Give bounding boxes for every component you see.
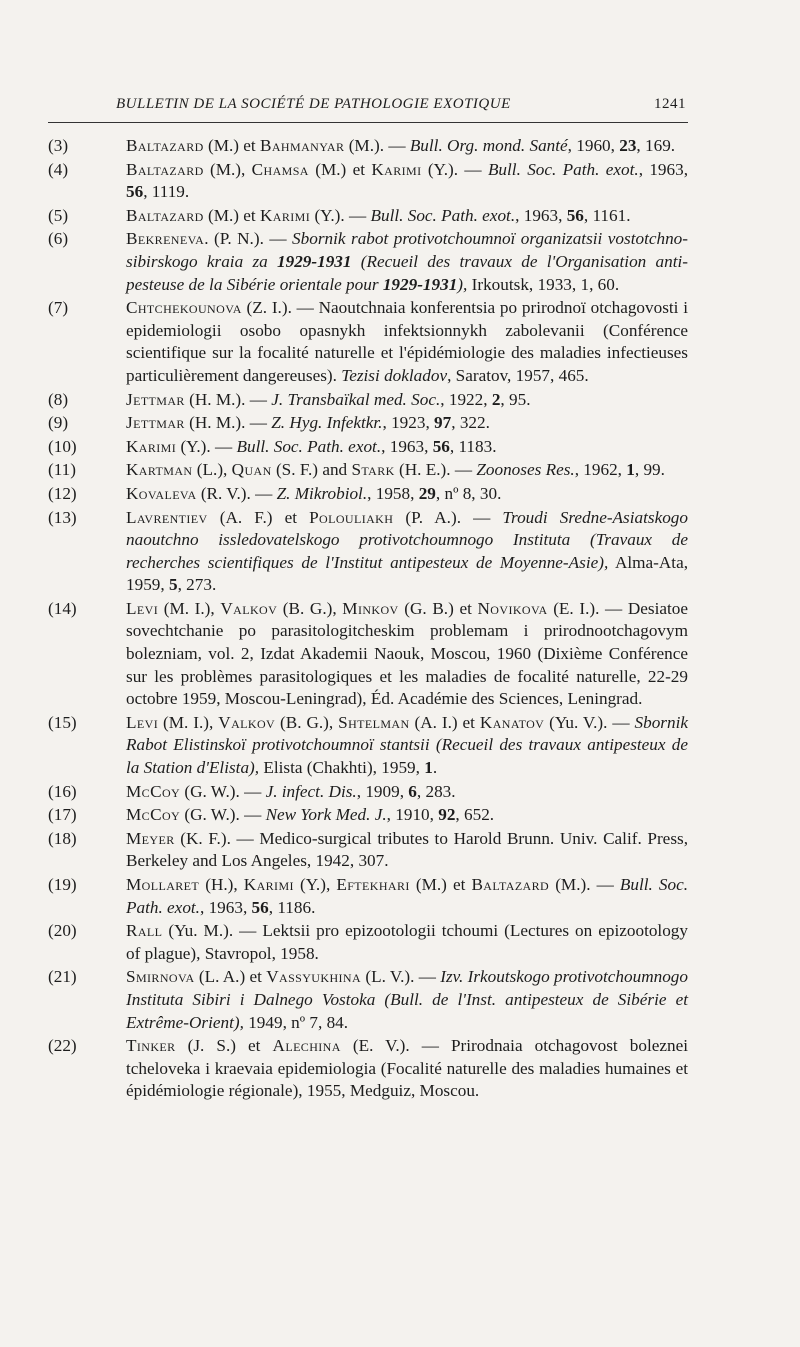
reference-text: Stark [351, 460, 395, 480]
reference-number: (19) [48, 875, 77, 894]
reference-text: , 1922, [440, 389, 492, 409]
reference-text: (R. V.). — [196, 483, 277, 503]
reference-text: Quan [231, 460, 272, 480]
reference-text: 97 [434, 413, 452, 433]
reference-text: Eftekhari [336, 875, 410, 894]
reference-entry [48, 966, 688, 1034]
reference-text: (Y.). — [310, 205, 371, 225]
reference-text: (Y.). — [176, 436, 237, 456]
reference-number: (9) [48, 413, 69, 433]
reference-number: (18) [48, 828, 77, 848]
reference-number: (21) [48, 967, 77, 987]
reference-text: Mollaret [126, 875, 200, 894]
reference-text: Levi [126, 598, 159, 618]
reference-entry [48, 205, 688, 228]
reference-entry [48, 228, 688, 296]
reference-text: Rall [126, 921, 163, 941]
reference-text: Meyer [126, 828, 175, 848]
reference-text: (M.), [203, 159, 252, 179]
reference-text: Shtelman [338, 712, 410, 732]
reference-text: Tezisi dokladov [341, 365, 448, 385]
reference-text: (G. W.). — [180, 781, 266, 801]
reference-text: (G. B.) et [398, 598, 478, 618]
reference-text: Bull. Soc. Path. exot. [370, 205, 516, 225]
reference-text: , 1962, [574, 460, 627, 480]
reference-text: 56 [566, 205, 584, 225]
reference-text: McCoy [126, 805, 181, 825]
reference-text: , 1963, [638, 159, 688, 179]
reference-number: (8) [48, 389, 69, 409]
reference-entry [48, 598, 688, 711]
reference-text: 56 [251, 897, 269, 917]
reference-text: (Z. I.). — Naoutchnaia konferentsia po prirodnoï otchagovosti i epidemiologii osobo opasnykh infektsionnykh zabolevanii (Conférence scientifique sur la focalité naturelle et l'épidémiologie des maladies infectieuses particulièrement dangereuses). [126, 298, 688, 385]
reference-number: (4) [48, 159, 69, 179]
reference-text: Baltazard [126, 136, 204, 155]
reference-text: Karimi [243, 875, 294, 894]
reference-text: Zoonoses Res. [476, 460, 575, 480]
reference-text: (A. F.) et [207, 507, 310, 527]
reference-text: Bull. Soc. Path. exot. [487, 159, 639, 179]
reference-text: Karimi [260, 205, 311, 225]
reference-text: 29 [418, 483, 436, 503]
reference-text: Z. Mikrobiol. [276, 483, 368, 503]
reference-number: (22) [48, 1036, 77, 1056]
reference-text: (E. V.). — Prirodnaia otchagovost boleznei tcheloveka i kraevaia epidemiologia (Focalité naturelle des maladies humaines et épidémiologie régionale), 1955, Medguiz, Moscou. [126, 1036, 688, 1101]
reference-text: (H. E.). — [394, 460, 477, 480]
reference-text: (L. A.) et [194, 967, 267, 987]
reference-text: Bekreneva [126, 229, 205, 249]
reference-text: Baltazard [126, 205, 204, 225]
reference-number: (14) [48, 598, 77, 618]
reference-text: (M. I.), [158, 598, 221, 618]
reference-text: Valkov [220, 598, 278, 618]
reference-text: , nº 8, 30. [435, 483, 502, 503]
reference-number: (13) [48, 507, 77, 527]
reference-text: (H.), [199, 875, 244, 894]
reference-text: Kovaleva [126, 483, 197, 503]
reference-text: Alma-Ata, 1959, [126, 552, 689, 595]
reference-text: (M.) et [409, 875, 472, 894]
reference-text: Vassyukhina [266, 967, 362, 987]
reference-text: Bull. Soc. Path. exot. [126, 875, 688, 917]
reference-text: , 273. [177, 575, 217, 595]
reference-text: , 1963, [381, 436, 433, 456]
reference-entry [48, 389, 688, 412]
reference-text: Karimi [371, 159, 422, 179]
reference-entry [48, 828, 688, 873]
reference-text: J. infect. Dis. [265, 781, 357, 801]
reference-number: (6) [48, 229, 69, 249]
reference-text: 56 [126, 182, 144, 202]
reference-text: (G. W.). — [180, 805, 266, 825]
reference-number: (12) [48, 483, 77, 503]
reference-text: , 1963, [199, 897, 252, 917]
running-header [116, 96, 686, 113]
reference-text: (H. M.). — [184, 413, 272, 433]
reference-text: (M.) et [308, 159, 372, 179]
reference-text: (L.), [192, 460, 232, 480]
reference-text: Novikova [477, 598, 548, 618]
reference-text: Troudi Sredne-Asiatskogo naoutchno issledovatelskogo protivotchoumnogo Instituta (Travaux de recherches scientifiques de l'Institut antipesteux de Moyenne-Asie), [126, 507, 688, 572]
reference-number: (3) [48, 136, 69, 155]
reference-text: , Saratov, 1957, 465. [447, 365, 589, 385]
reference-text: (J. S.) et [175, 1036, 273, 1056]
reference-entry [48, 507, 688, 597]
reference-text: , 1963, [515, 205, 567, 225]
reference-text: Baltazard [126, 159, 204, 179]
running-title: BULLETIN DE LA SOCIÉTÉ DE PATHOLOGIE EXOTIQUE [116, 96, 511, 112]
reference-text: (M.). — [549, 875, 620, 894]
reference-text: , 283. [416, 781, 456, 801]
reference-text: 92 [438, 805, 456, 825]
reference-text: . (P. N.). — [204, 229, 293, 249]
reference-number: (15) [48, 712, 77, 732]
reference-text: 2 [491, 389, 501, 409]
reference-list [48, 135, 688, 1104]
reference-text: 1929-1931 [382, 274, 458, 294]
reference-text: Izv. Irkoutskogo protivotchoumnogo Instituta Sibiri i Dalnego Vostoka (Bull. de l'Inst. antipesteux de Sibérie et Extrême-Orient), [126, 967, 688, 1032]
reference-text: , 99. [634, 460, 665, 480]
reference-text: , 1183. [449, 436, 497, 456]
reference-text: (Y.). — [421, 159, 488, 179]
reference-text: , 1119. [143, 182, 190, 202]
reference-text: Elista (Chakhti), 1959, [259, 758, 425, 778]
reference-text: ), [457, 274, 468, 294]
reference-text: . [432, 758, 438, 778]
reference-text: McCoy [126, 781, 181, 801]
reference-number: (7) [48, 298, 69, 318]
reference-text: 6 [408, 781, 417, 801]
reference-text: Chtchekounova [126, 298, 242, 318]
reference-text: , 1960, [567, 136, 620, 155]
reference-text: (K. F.). — Medico-surgical tributes to Harold Brunn. Univ. Calif. Press, Berkeley and Los Angeles, 1942, 307. [126, 828, 688, 871]
reference-text: , 1161. [583, 205, 631, 225]
reference-text: Sbornik rabot protivotchoumnoï organizatsii vostotchno-sibirskogo kraia za [126, 229, 688, 271]
reference-entry [48, 412, 688, 435]
reference-text: , 652. [455, 805, 495, 825]
reference-text: (Y.), [293, 875, 337, 894]
reference-text: Jettmar [126, 389, 185, 409]
reference-text: , 169. [636, 136, 676, 155]
reference-text: (M. I.), [158, 712, 219, 732]
reference-text: Karimi [126, 436, 177, 456]
reference-text: (A. I.) et [409, 712, 480, 732]
reference-entry [48, 712, 688, 780]
reference-entry [48, 781, 688, 804]
reference-text: (B. G.), [277, 598, 343, 618]
reference-entry [48, 135, 688, 158]
reference-text: , 1958, [367, 483, 419, 503]
reference-text: 1929-1931 [277, 251, 352, 271]
reference-number: (17) [48, 805, 77, 825]
reference-entry [48, 297, 688, 387]
reference-text: Polouliakh [309, 507, 394, 527]
reference-number: (16) [48, 781, 77, 801]
reference-text: (B. G.), [275, 712, 339, 732]
reference-text: 1949, nº 7, 84. [243, 1012, 349, 1032]
reference-text: (M.) et [203, 205, 260, 225]
reference-text: , 95. [500, 389, 531, 409]
reference-text: J. Transbaïkal med. Soc. [271, 389, 441, 409]
reference-text: 23 [619, 136, 637, 155]
reference-text: Smirnova [126, 967, 195, 987]
reference-text: , 1923, [382, 413, 435, 433]
reference-text: 1 [626, 460, 635, 480]
reference-text: Baltazard [471, 875, 550, 894]
reference-text: (P. A.). — [393, 507, 503, 527]
reference-text: (Yu. V.). — [544, 712, 635, 732]
reference-entry [48, 920, 688, 965]
reference-text: (S. F.) and [271, 460, 352, 480]
page-number: 1241 [654, 96, 686, 112]
reference-text: Valkov [218, 712, 276, 732]
reference-number: (10) [48, 436, 77, 456]
reference-entry [48, 436, 688, 459]
reference-text: , 1910, [386, 805, 439, 825]
reference-text: Bull. Org. mond. Santé [409, 136, 568, 155]
reference-text: Minkov [342, 598, 399, 618]
reference-text: Bahmanyar [260, 136, 345, 155]
reference-text: (H. M.). — [184, 389, 272, 409]
reference-entry [48, 483, 688, 506]
reference-number: (20) [48, 921, 77, 941]
reference-text: , 322. [451, 413, 490, 433]
reference-text: Irkoutsk, 1933, 1, 60. [467, 274, 620, 294]
reference-text: Kartman [126, 460, 193, 480]
reference-entry [48, 874, 688, 919]
reference-number: (11) [48, 460, 76, 480]
reference-text: Kanatov [479, 712, 545, 732]
reference-text: (M.). — [344, 136, 410, 155]
reference-text: Chamsa [251, 159, 309, 179]
reference-entry [48, 159, 688, 204]
reference-text: Lavrentiev [126, 507, 208, 527]
reference-text: New York Med. J. [265, 805, 387, 825]
reference-text: Z. Hyg. Infektkr. [271, 413, 383, 433]
reference-text: 1 [424, 758, 433, 778]
header-rule [48, 122, 688, 123]
reference-text: 56 [432, 436, 450, 456]
reference-text: Bull. Soc. Path. exot. [236, 436, 382, 456]
reference-text: (E. I.). — Desiatoe sovechtchanie po parasitologitcheskim problemam i prirodnootchagovym bolezniam, vol. 2, Izdat Akademii Naouk, Moscou, 1960 (Dixième Conférence sur les problèmes parasitologiques et les maladies de focalité naturelle, 22-29 octobre 1959, Moscou-Leningrad), Éd. Académie des Sciences, Leningrad. [126, 598, 688, 709]
reference-entry [48, 1035, 688, 1103]
reference-text: , 1909, [356, 781, 409, 801]
reference-text: Sbornik Rabot Elistinskoï protivotchoumnoï stantsii (Recueil des travaux antipesteux de la Station d'Elista), [126, 712, 688, 778]
reference-text: , 1186. [268, 897, 316, 917]
reference-text: Alechina [272, 1036, 341, 1056]
reference-text: (Yu. M.). — Lektsii pro epizootologii tchoumi (Lectures on epizootology of plague), Stavropol, 1958. [126, 921, 688, 963]
reference-entry [48, 459, 688, 482]
reference-text: Jettmar [126, 413, 185, 433]
reference-text: 5 [168, 575, 178, 595]
reference-text: Tinker [126, 1036, 176, 1056]
reference-text: (M.) et [203, 136, 260, 155]
reference-number: (5) [48, 205, 69, 225]
reference-entry [48, 804, 688, 827]
reference-text: (Recueil des travaux de l'Organisation anti-pesteuse de la Sibérie orientale pour [126, 251, 688, 294]
reference-text: (L. V.). — [361, 967, 441, 987]
reference-text: Levi [126, 712, 159, 732]
